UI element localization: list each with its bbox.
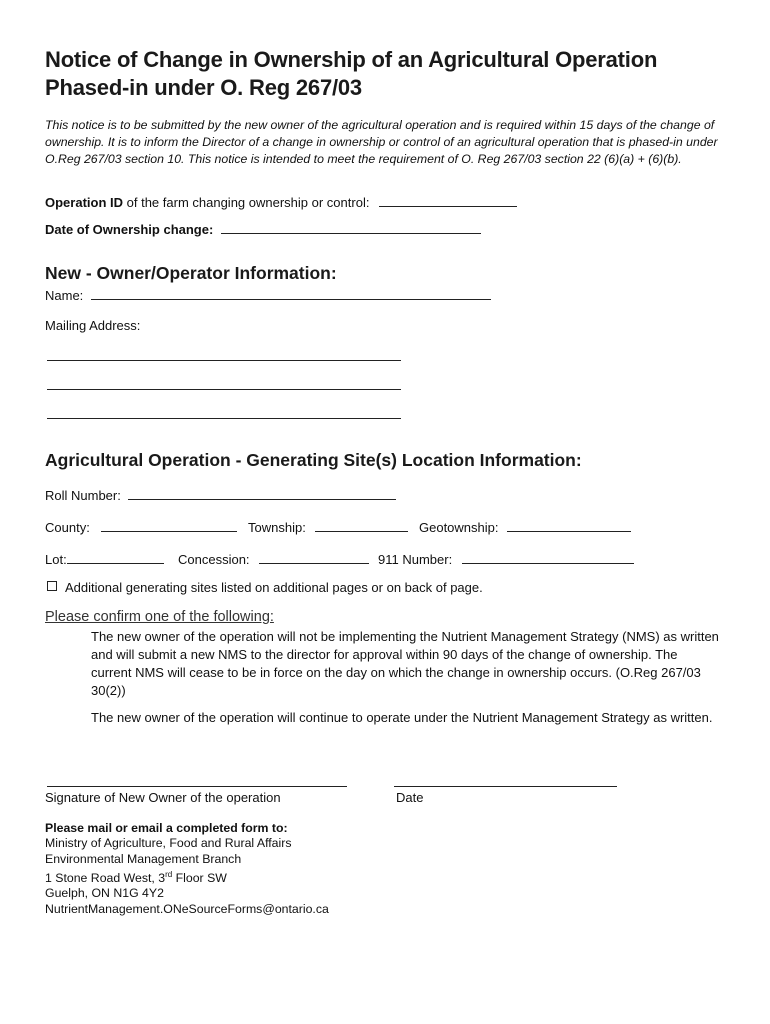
county-label: County: [45, 520, 90, 535]
additional-sites-checkbox[interactable] [47, 581, 57, 591]
county-row [45, 519, 237, 536]
mail-heading: Please mail or email a completed form to: [45, 821, 288, 835]
number-911-label: 911 Number: [378, 552, 453, 567]
new-owner-heading: New - Owner/Operator Information: [45, 263, 337, 283]
mail-ministry: Ministry of Agriculture, Food and Rural Affairs [45, 836, 292, 851]
confirm-option-2[interactable]: The new owner of the operation will continue to operate under the Nutrient Management Strategy as written. [91, 710, 713, 725]
intro-paragraph: This notice is to be submitted by the new owner of the agricultural operation and is required within 15 days of the change of ownership. It is to inform the Director of a change in ownership or control of an agricultural operation that is phased-in under O.Reg 267/03 section 10. This notice is intended to meet the requirement of O. Reg 267/03 section 22 (6)(a) + (6)(b). [45, 118, 718, 166]
township-row [248, 519, 408, 536]
owner-signature-label: Signature of New Owner of the operation [45, 790, 281, 805]
mailing-address-line-1[interactable] [47, 360, 401, 361]
mail-street: 1 Stone Road West, 3rd Floor SW [45, 869, 227, 885]
name-row [45, 287, 491, 304]
date-change-label: Date of Ownership change: [45, 222, 214, 237]
operation-id-field[interactable] [379, 194, 517, 207]
concession-row [178, 551, 369, 568]
name-field[interactable] [91, 287, 491, 300]
lot-row [45, 551, 164, 568]
title-line-2: Phased-in under O. Reg 267/03 [45, 75, 362, 100]
operation-id-label: of the farm changing ownership or control: [126, 195, 370, 210]
operation-id-row [45, 194, 517, 211]
roll-number-label: Roll Number: [45, 488, 121, 503]
date-signature-line[interactable] [394, 786, 617, 787]
lot-field[interactable] [67, 551, 164, 564]
confirm-option-1[interactable]: The new owner of the operation will not be implementing the Nutrient Management Strategy (NMS) as written and will submit a new NMS to the director for approval within 90 days of the change of ownership. The current NMS will cease to be in force on the day on which the change in ownership occurs. (O.Reg 267/03 30(2)) [91, 629, 719, 698]
concession-field[interactable] [259, 551, 369, 564]
geotownship-field[interactable] [507, 519, 631, 532]
concession-label: Concession: [178, 552, 250, 567]
name-label: Name: [45, 288, 84, 303]
mail-branch: Environmental Management Branch [45, 851, 242, 866]
roll-number-field[interactable] [128, 487, 396, 500]
confirm-heading: Please confirm one of the following: [45, 609, 274, 625]
mailing-address-line-3[interactable] [47, 418, 401, 419]
township-field[interactable] [315, 519, 408, 532]
county-field[interactable] [101, 519, 237, 532]
date-change-row [45, 221, 481, 238]
date-change-field[interactable] [221, 221, 481, 234]
additional-sites-row [47, 580, 483, 596]
township-label: Township: [248, 520, 306, 535]
title-line-1: Notice of Change in Ownership of an Agricultural Operation [45, 47, 658, 72]
mailing-address-line-2[interactable] [47, 389, 401, 390]
mail-email-link[interactable]: NutrientManagement.ONeSourceForms@ontario.ca [45, 901, 329, 916]
geotownship-row [419, 519, 631, 536]
date-signature-label: Date [396, 790, 424, 805]
mail-city: Guelph, ON N1G 4Y2 [45, 886, 164, 901]
mailing-address-label: Mailing Address: [45, 318, 141, 333]
roll-number-row [45, 487, 396, 504]
number-911-field[interactable] [462, 551, 634, 564]
operation-id-label-bold: Operation ID [45, 195, 124, 210]
site-heading: Agricultural Operation - Generating Site(s) Location Information: [45, 450, 582, 470]
geotownship-label: Geotownship: [419, 520, 499, 535]
mail-address-block [45, 821, 329, 917]
owner-signature-line[interactable] [47, 786, 347, 787]
additional-sites-label: Additional generating sites listed on additional pages or on back of page. [65, 580, 483, 595]
lot-label: Lot: [45, 552, 67, 567]
form-title [45, 46, 657, 102]
number-911-row [378, 551, 634, 568]
